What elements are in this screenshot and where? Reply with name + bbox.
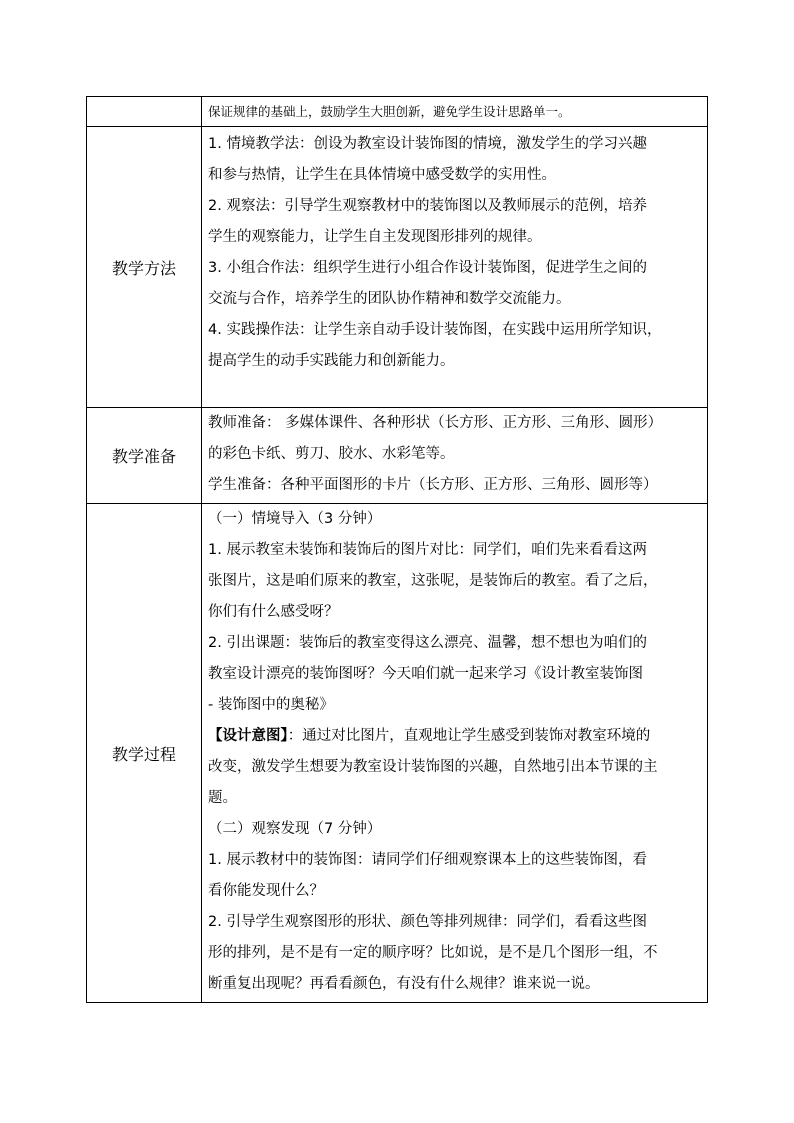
process-line: 看你能发现什么？ [208,883,324,899]
process-line: 形的排列，是不是有一定的顺序呀？比如说，是不是几个图形一组，不 [208,945,658,961]
process-line: 断重复出现呢？再看看颜色，有没有什么规律？谁来说一说。 [208,976,600,992]
preparation-label: 教学准备 [87,408,202,504]
methods-line: 3. 小组合作法：组织学生进行小组合作设计装饰图，促进学生之间的 [208,260,647,276]
table-row-intro [87,97,708,127]
table-row-methods [87,127,708,408]
methods-line: 2. 观察法：引导学生观察教材中的装饰图以及教师展示的范例，培养 [208,198,647,214]
methods-line: 和参与热情，让学生在具体情境中感受数学的实用性。 [208,167,556,183]
process-line: 张图片，这是咱们原来的教室，这张呢，是装饰后的教室。看了之后， [208,573,658,589]
methods-line: 4. 实践操作法：让学生亲自动手设计装饰图，在实践中运用所学知识， [208,322,662,338]
preparation-line: 学生准备：各种平面图形的卡片（长方形、正方形、三角形、圆形等） [208,477,658,493]
process-content-cell [202,504,708,1003]
methods-line: 学生的观察能力，让学生自主发现图形排列的规律。 [208,229,542,245]
lesson-plan-table [86,96,708,1003]
methods-label: 教学方法 [87,127,202,408]
preparation-line: 的彩色卡纸、剪刀、胶水、水彩笔等。 [208,446,455,462]
intro-content-cell [202,97,708,127]
methods-line: 1. 情境教学法：创设为教室设计装饰图的情境，激发学生的学习兴趣 [208,136,647,152]
preparation-content-cell [202,408,708,504]
process-line: 你们有什么感受呀？ [208,604,339,620]
process-line: （二）观察发现（7 分钟） [208,821,382,837]
design-intent-line: 改变，激发学生想要为教室设计装饰图的兴趣，自然地引出本节课的主 [208,759,658,775]
process-line: 教室设计漂亮的装饰图呀？今天咱们就一起来学习《设计教室装饰图 [208,666,643,682]
design-intent-text: ：通过对比图片，直观地让学生感受到装饰对教室环境的 [287,728,651,744]
design-intent-tag: 【设计意图】 [208,728,288,744]
intro-label-cell [87,97,202,127]
process-line: （一）情境导入（3 分钟） [208,511,382,527]
design-intent-line: 题。 [208,790,237,806]
design-intent-line [208,721,701,752]
table-row-process [87,504,708,1003]
process-line: 1. 展示教室未装饰和装饰后的图片对比：同学们，咱们先来看看这两 [208,542,647,558]
intro-text: 保证规律的基础上，鼓励学生大胆创新，避免学生设计思路单一。 [208,104,571,119]
methods-content-cell [202,127,708,408]
table-row-preparation [87,408,708,504]
process-line: - 装饰图中的奥秘》 [208,697,334,713]
process-label: 教学过程 [87,504,202,1003]
preparation-line: 教师准备： 多媒体课件、各种形状（长方形、正方形、三角形、圆形） [208,415,663,431]
methods-line: 提高学生的动手实践能力和创新能力。 [208,353,455,369]
process-line: 2. 引出课题：装饰后的教室变得这么漂亮、温馨，想不想也为咱们的 [208,635,647,651]
process-line: 2. 引导学生观察图形的形状、颜色等排列规律：同学们，看看这些图 [208,914,647,930]
process-line: 1. 展示教材中的装饰图：请同学们仔细观察课本上的这些装饰图，看 [208,852,647,868]
methods-line: 交流与合作，培养学生的团队协作精神和数学交流能力。 [208,291,571,307]
